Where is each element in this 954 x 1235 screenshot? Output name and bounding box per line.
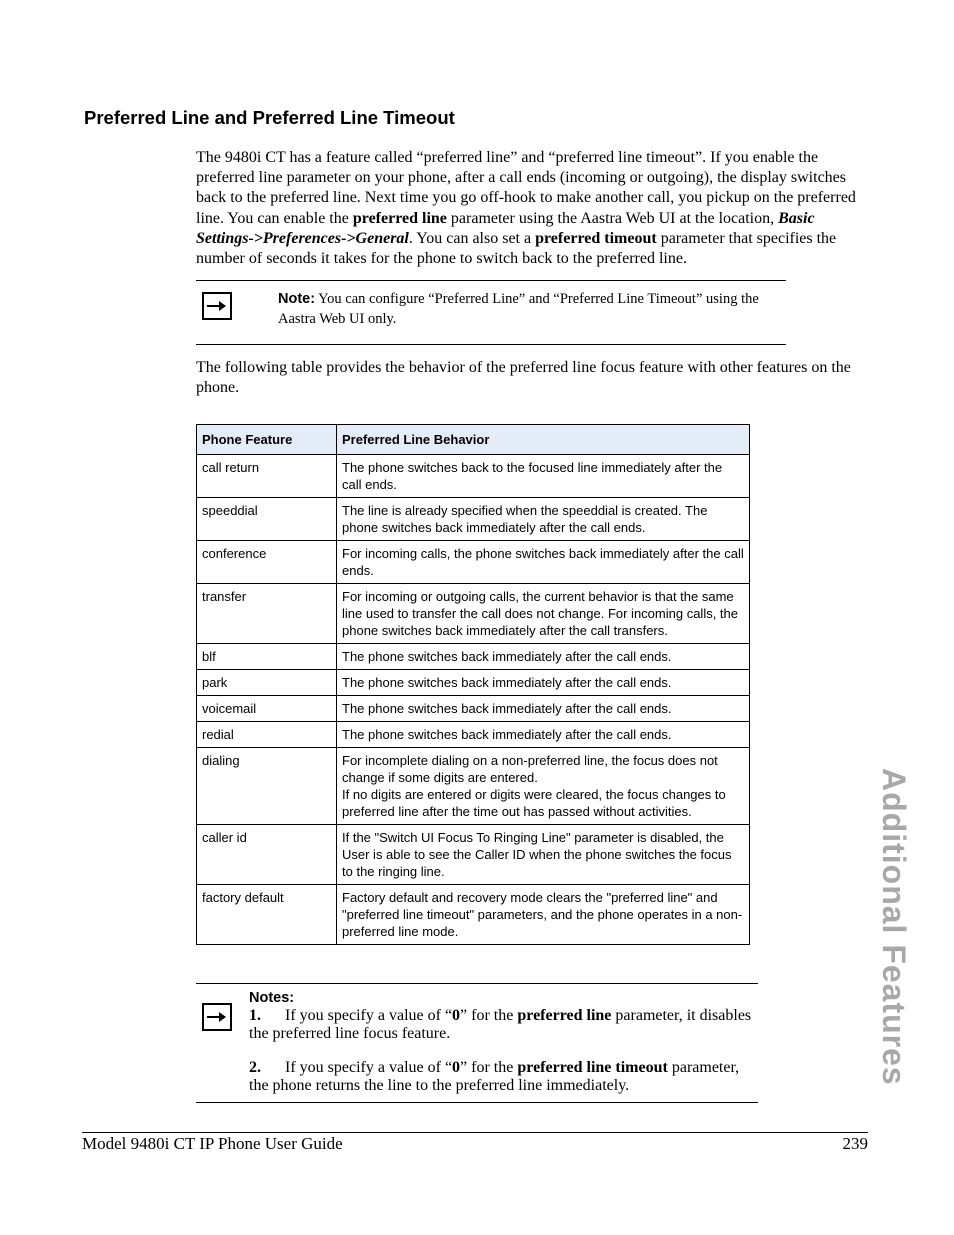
- behavior-cell: The line is already specified when the speeddial is created. The phone switches back immediately after the call ends.: [337, 498, 750, 541]
- footer-rule: [82, 1132, 868, 1133]
- text-run: 0: [452, 1059, 461, 1076]
- feature-cell: blf: [197, 644, 337, 670]
- divider: [196, 280, 786, 281]
- header-phone-feature: Phone Feature: [197, 425, 337, 455]
- feature-cell: transfer: [197, 584, 337, 644]
- behavior-cell: Factory default and recovery mode clears the "preferred line" and "preferred line timeout" parameters, and the phone operates in a non-preferred line mode.: [337, 885, 750, 945]
- behavior-cell: For incoming calls, the phone switches back immediately after the call ends.: [337, 541, 750, 584]
- table-row: [197, 885, 750, 945]
- table-row: [197, 455, 750, 498]
- text-run: preferred line: [517, 1007, 612, 1024]
- text-run: parameter, the phone returns the line to the preferred line immediately.: [249, 1059, 744, 1094]
- feature-cell: redial: [197, 722, 337, 748]
- table-row: [197, 696, 750, 722]
- behavior-cell: The phone switches back to the focused line immediately after the call ends.: [337, 455, 750, 498]
- table-intro: The following table provides the behavior of the preferred line focus feature with other features on the phone.: [196, 359, 851, 397]
- feature-cell: factory default: [197, 885, 337, 945]
- footer-title: Model 9480i CT IP Phone User Guide: [82, 1134, 343, 1153]
- text-run: parameter using the Aastra Web UI at the location,: [446, 209, 779, 227]
- feature-cell: speeddial: [197, 498, 337, 541]
- table-row: [197, 670, 750, 696]
- behavior-cell: For incomplete dialing on a non-preferred line, the focus does not change if some digits are entered. If no digits are entered or digits were cleared, the focus changes to preferred line after the time out has passed without activities.: [337, 748, 750, 825]
- table-row: [197, 584, 750, 644]
- section-heading: Preferred Line and Preferred Line Timeout: [84, 107, 455, 128]
- header-preferred-line-behavior: Preferred Line Behavior: [337, 425, 750, 455]
- text-run: Basic Settings->Preferences->General: [196, 209, 819, 247]
- text-run: parameter that specifies the number of seconds it takes for the phone to switch back to the preferred line.: [196, 229, 841, 268]
- table-row: [197, 541, 750, 584]
- behavior-cell: The phone switches back immediately after the call ends.: [337, 722, 750, 748]
- text-run: . You can also set a: [408, 229, 536, 247]
- feature-cell: voicemail: [197, 696, 337, 722]
- chapter-side-tab: Additional Features: [876, 768, 912, 1086]
- divider: [196, 344, 786, 345]
- note-text: You can configure “Preferred Line” and “Preferred Line Timeout” using the Aastra Web UI only.: [278, 291, 759, 327]
- feature-cell: dialing: [197, 748, 337, 825]
- behavior-cell: If the "Switch UI Focus To Ringing Line" parameter is disabled, the User is able to see the Caller ID when the phone switches the focus to the ringing line.: [337, 825, 750, 885]
- note-item-2: [249, 1059, 754, 1095]
- behavior-cell: For incoming or outgoing calls, the current behavior is that the same line used to transfer the call does not change. For incoming calls, the phone switches back immediately after the call transfers.: [337, 584, 750, 644]
- text-run: parameter, it disables the preferred line focus feature.: [249, 1007, 756, 1042]
- divider: [196, 1102, 758, 1103]
- text-run: 0: [452, 1007, 461, 1024]
- feature-cell: conference: [197, 541, 337, 584]
- table-row: [197, 825, 750, 885]
- behavior-cell: The phone switches back immediately after the call ends.: [337, 670, 750, 696]
- arrow-right-icon: [202, 292, 232, 320]
- text-run: If you specify a value of “: [261, 1007, 453, 1024]
- feature-cell: call return: [197, 455, 337, 498]
- behavior-cell: The phone switches back immediately after the call ends.: [337, 644, 750, 670]
- page-number: 239: [842, 1134, 868, 1153]
- divider: [196, 983, 758, 984]
- behavior-cell: The phone switches back immediately after the call ends.: [337, 696, 750, 722]
- feature-cell: park: [197, 670, 337, 696]
- table-row: [197, 498, 750, 541]
- table-row: [197, 722, 750, 748]
- notes-label: Notes:: [249, 990, 295, 1006]
- text-run: ” for the: [460, 1059, 518, 1076]
- text-run: If you specify a value of “: [261, 1059, 453, 1076]
- text-run: ” for the: [460, 1007, 518, 1024]
- note-label: Note:: [278, 291, 316, 307]
- note-item-1: [249, 1007, 754, 1043]
- intro-paragraph: [196, 148, 868, 269]
- note-box: [278, 289, 788, 329]
- text-run: preferred line: [352, 209, 447, 227]
- text-run: preferred line timeout: [517, 1059, 668, 1076]
- table-row: [197, 644, 750, 670]
- arrow-right-icon: [202, 1003, 232, 1031]
- text-run: The 9480i CT has a feature called “preferred line” and “preferred line timeout”. If you enable the preferred line parameter on your phone, after a call ends (incoming or outgoing), the display switches back to the preferred line. Next time you go off-hook to make another call, you pickup on the preferred line. You can enable the: [196, 149, 860, 227]
- notes-box: [249, 989, 754, 1095]
- text-run: 1.: [249, 1007, 261, 1024]
- text-run: preferred timeout: [535, 229, 657, 247]
- feature-cell: caller id: [197, 825, 337, 885]
- table-row: [197, 748, 750, 825]
- feature-table: [196, 424, 750, 945]
- text-run: 2.: [249, 1059, 261, 1076]
